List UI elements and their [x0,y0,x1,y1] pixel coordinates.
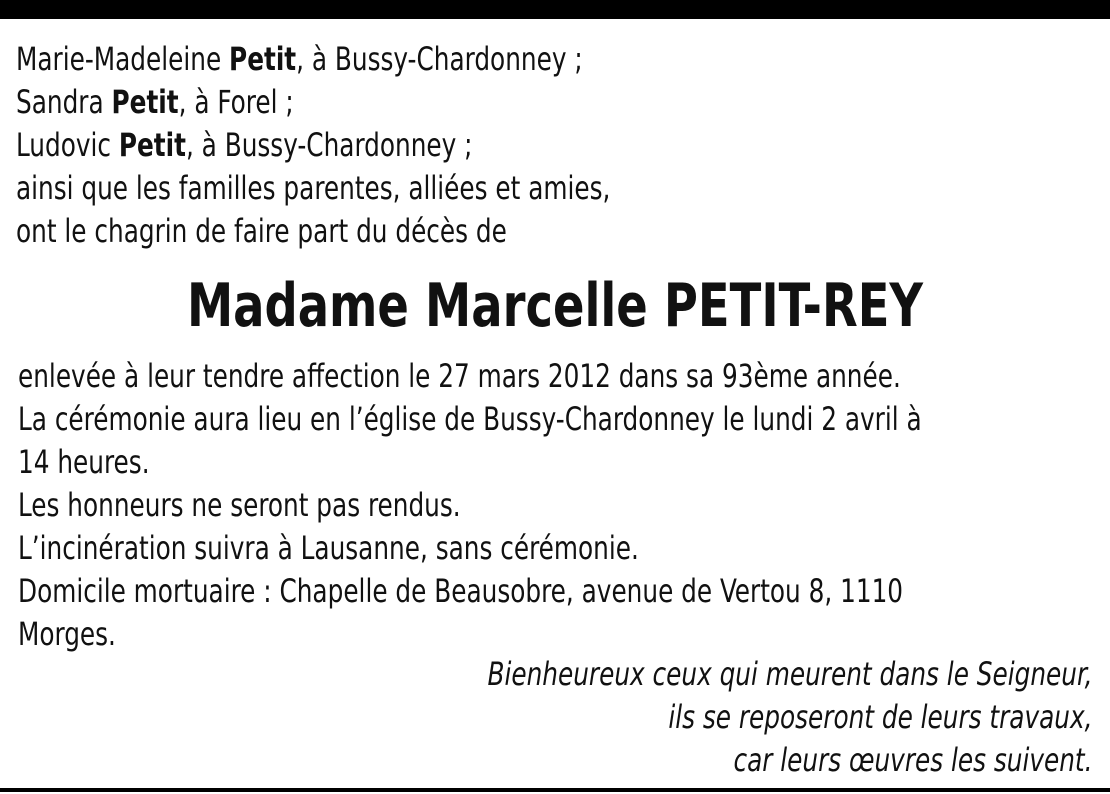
details-line: Morges. [18,615,116,653]
details-line: Domicile mortuaire : Chapelle de Beausobre, avenue de Vertou 8, 1110 [18,572,904,610]
family-surname: Petit [111,83,179,121]
intro-line: ont le chagrin de faire part du décès de [16,212,507,250]
family-surname: Petit [229,40,297,78]
deceased-name: Madame Marcelle PETIT-REY [186,271,924,341]
top-rule [0,0,1110,19]
family-line: Sandra Petit, à Forel ; [16,83,294,121]
details-line: 14 heures. [18,443,150,481]
verse-line: Bienheureux ceux qui meurent dans le Seigneur, [487,655,1092,693]
verse-line: car leurs œuvres les suivent. [732,741,1092,779]
verse-quote [487,653,1092,782]
details-block [18,355,1093,656]
family-surname: Petit [118,126,186,164]
details-line: La cérémonie aura lieu en l’église de Bussy-Chardonney le lundi 2 avril à [18,400,922,438]
details-line: Les honneurs ne seront pas rendus. [18,486,461,524]
family-line: Ludovic Petit, à Bussy-Chardonney ; [16,126,473,164]
family-list [16,38,610,253]
family-line: Marie-Madeleine Petit, à Bussy-Chardonney ; [16,40,583,78]
bottom-rule [0,788,1110,792]
intro-line: ainsi que les familles parentes, alliées et amies, [16,169,611,207]
details-line: enlevée à leur tendre affection le 27 mars 2012 dans sa 93ème année. [18,357,901,395]
details-line: L’incinération suivra à Lausanne, sans cérémonie. [18,529,639,567]
verse-line: ils se reposeront de leurs travaux, [667,698,1092,736]
